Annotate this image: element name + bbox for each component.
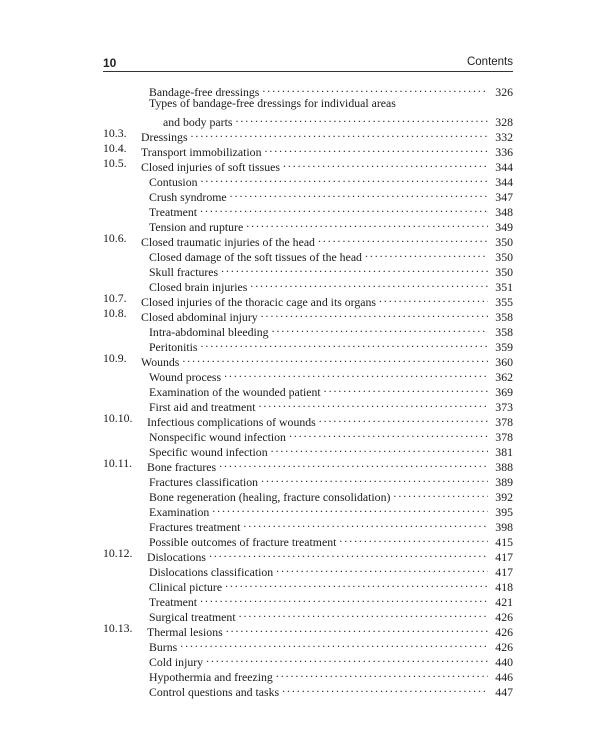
toc-page-number: 349 <box>495 220 513 234</box>
toc-section-number: 10.8. <box>103 306 127 320</box>
toc-entry <box>103 531 513 549</box>
toc-entry-title-text: Skull fractures <box>149 265 219 279</box>
header-rule <box>103 71 513 72</box>
toc-entry-title-text: Contusion <box>149 175 198 189</box>
dot-leader <box>201 336 488 351</box>
toc-entry-title-text: Closed abdominal injury <box>141 310 258 324</box>
toc-entry-title-text: Dressings <box>141 130 188 144</box>
toc-page-number: 446 <box>495 670 513 684</box>
dot-leader <box>250 276 488 291</box>
toc-entry <box>103 126 513 144</box>
page-header <box>103 54 513 70</box>
dot-leader <box>276 561 488 576</box>
toc-entry <box>103 486 513 504</box>
toc-page-number: 378 <box>495 415 513 429</box>
dot-leader <box>339 531 488 546</box>
toc-page-number: 392 <box>495 490 513 504</box>
toc-page-number: 389 <box>495 475 513 489</box>
toc-entry-title-text: Specific wound infection <box>149 445 268 459</box>
toc-entry-title-text: Intra-abdominal bleeding <box>149 325 269 339</box>
toc-page-number: 417 <box>495 565 513 579</box>
toc-entry-title-text: Closed brain injuries <box>149 280 248 294</box>
dot-leader <box>318 231 488 246</box>
toc-section-number: 10.12. <box>103 546 133 560</box>
toc-entry <box>103 591 513 609</box>
dot-leader <box>209 546 488 561</box>
toc-entry <box>103 291 513 309</box>
toc-page-number: 359 <box>495 340 513 354</box>
dot-leader <box>180 636 488 651</box>
toc-page-number: 358 <box>495 310 513 324</box>
toc-entry <box>103 621 513 639</box>
toc-page-number: 421 <box>495 595 513 609</box>
toc-page-number: 426 <box>495 610 513 624</box>
dot-leader <box>239 606 488 621</box>
toc-section-number: 10.11. <box>103 456 133 470</box>
toc-page-number: 378 <box>495 430 513 444</box>
toc-entry-title-text: Dislocations classification <box>149 565 274 579</box>
toc-page-number: 350 <box>495 265 513 279</box>
toc-entry <box>103 576 513 594</box>
dot-leader <box>379 291 488 306</box>
dot-leader <box>324 381 488 396</box>
page-number: 10 <box>103 56 117 70</box>
toc-entry-title-text: Closed injuries of soft tissues <box>141 160 280 174</box>
dot-leader <box>219 456 488 471</box>
toc-page-number: 395 <box>495 505 513 519</box>
dot-leader <box>282 681 488 696</box>
toc-entry <box>103 81 513 99</box>
toc-entry-title-text: Bandage-free dressings <box>149 85 260 99</box>
toc-entry-title <box>103 685 279 700</box>
toc-entry-title-text: Tension and rupture <box>149 220 244 234</box>
toc-entry <box>103 366 513 384</box>
toc-page-number: 332 <box>495 130 513 144</box>
toc-section-number: 10.4. <box>103 141 127 155</box>
dot-leader <box>261 306 488 321</box>
toc-entry-title-text: Closed injuries of the thoracic cage and its organs <box>141 295 376 309</box>
dot-leader <box>264 141 488 156</box>
toc-page-number: 351 <box>495 280 513 294</box>
toc-entry <box>103 141 513 159</box>
toc-entry-title-text: Bone fractures <box>147 460 217 474</box>
toc-page-number: 398 <box>495 520 513 534</box>
toc-entry <box>103 666 513 684</box>
toc-page-number: 350 <box>495 235 513 249</box>
toc-entry <box>103 261 513 279</box>
toc-page-number: 344 <box>495 175 513 189</box>
toc-entry <box>103 516 513 534</box>
toc-entry <box>103 426 513 444</box>
toc-entry-title-text: Fractures classification <box>149 475 259 489</box>
dot-leader <box>271 441 488 456</box>
toc-section-number: 10.3. <box>103 126 127 140</box>
dot-leader <box>226 621 488 636</box>
toc-entry-title-text: Wound process <box>149 370 222 384</box>
toc-entry-title-text: Thermal lesions <box>147 625 223 639</box>
toc-entry-title-text: Crush syndrome <box>149 190 227 204</box>
toc-page-number: 362 <box>495 370 513 384</box>
toc-page-number: 358 <box>495 325 513 339</box>
toc-entry <box>103 171 513 189</box>
dot-leader <box>230 186 488 201</box>
toc-entry <box>103 216 513 234</box>
toc-entry-title-text: Examination <box>149 505 210 519</box>
dot-leader <box>191 126 488 141</box>
toc-entry <box>103 636 513 654</box>
dot-leader <box>319 411 488 426</box>
toc-page-number: 344 <box>495 160 513 174</box>
toc-page-number: 426 <box>495 625 513 639</box>
toc-section-number: 10.10. <box>103 411 133 425</box>
toc-page-number: 360 <box>495 355 513 369</box>
toc-section-number: 10.6. <box>103 231 127 245</box>
toc-entry-title-text: and body parts <box>163 115 233 129</box>
dot-leader <box>272 321 488 336</box>
toc-entry-title-text: First aid and treatment <box>149 400 256 414</box>
toc-entry-title-text: Burns <box>149 640 178 654</box>
dot-leader <box>283 156 488 171</box>
toc-page-number: 326 <box>495 85 513 99</box>
dot-leader <box>225 576 488 591</box>
toc-entry <box>103 201 513 219</box>
toc-entry <box>103 561 513 579</box>
toc-page-number: 388 <box>495 460 513 474</box>
toc-section-number: 10.7. <box>103 291 127 305</box>
dot-leader <box>224 366 488 381</box>
toc-entry-title-text: Surgical treatment <box>149 610 236 624</box>
dot-leader <box>201 171 488 186</box>
toc-entry-title-text: Nonspecific wound infection <box>149 430 286 444</box>
toc-page-number: 415 <box>495 535 513 549</box>
toc-page-number: 440 <box>495 655 513 669</box>
toc-entry <box>103 276 513 294</box>
toc-page-number: 381 <box>495 445 513 459</box>
toc-page-number: 373 <box>495 400 513 414</box>
toc-entry-title-text: Treatment <box>149 595 198 609</box>
dot-leader <box>200 591 488 606</box>
toc-entry <box>103 411 513 429</box>
toc-entry <box>103 336 513 354</box>
dot-leader <box>212 501 488 516</box>
dot-leader <box>258 396 488 411</box>
toc-page-number: 336 <box>495 145 513 159</box>
toc-entry-title-text: Dislocations <box>147 550 206 564</box>
toc-entry-title-text: Bone regeneration (healing, fracture consolidation) <box>149 490 391 504</box>
dot-leader <box>221 261 488 276</box>
toc-entry-title-text: Infectious complications of wounds <box>147 415 316 429</box>
toc-entry <box>103 396 513 414</box>
toc-entry-title-text: Hypothermia and freezing <box>149 670 273 684</box>
dot-leader <box>289 426 488 441</box>
toc-entry-title-text: Treatment <box>149 205 198 219</box>
toc-page-number: 347 <box>495 190 513 204</box>
toc-entry <box>103 321 513 339</box>
toc-entry <box>103 546 513 564</box>
dot-leader <box>246 216 488 231</box>
toc-entry-title-text: Examination of the wounded patient <box>149 385 321 399</box>
dot-leader <box>243 516 488 531</box>
toc-entry-title-text: Wounds <box>141 355 180 369</box>
dot-leader <box>200 201 488 216</box>
table-of-contents <box>103 81 513 699</box>
toc-page-number: 418 <box>495 580 513 594</box>
toc-entry <box>103 246 513 264</box>
toc-entry-title-text: Cold injury <box>149 655 204 669</box>
toc-entry-title-text: Transport immobilization <box>141 145 262 159</box>
toc-entry <box>103 111 513 129</box>
dot-leader <box>261 471 488 486</box>
toc-entry <box>103 96 513 111</box>
toc-entry <box>103 231 513 249</box>
toc-entry-title-text: Possible outcomes of fracture treatment <box>149 535 337 549</box>
toc-section-number: 10.9. <box>103 351 127 365</box>
toc-page-number: 447 <box>495 685 513 699</box>
toc-entry <box>103 156 513 174</box>
toc-page-number: 348 <box>495 205 513 219</box>
toc-entry <box>103 681 513 699</box>
toc-page-number: 417 <box>495 550 513 564</box>
dot-leader <box>206 651 488 666</box>
toc-entry-title-text: Fractures treatment <box>149 520 241 534</box>
toc-entry <box>103 306 513 324</box>
dot-leader <box>262 81 488 96</box>
toc-section-number: 10.13. <box>103 621 133 635</box>
toc-entry <box>103 606 513 624</box>
toc-entry <box>103 186 513 204</box>
toc-section-number: 10.5. <box>103 156 127 170</box>
toc-entry <box>103 381 513 399</box>
toc-entry-title-text: Peritonitis <box>149 340 198 354</box>
toc-entry-title-text: Control questions and tasks <box>149 685 280 699</box>
toc-entry-title-text: Clinical picture <box>149 580 223 594</box>
toc-entry <box>103 456 513 474</box>
dot-leader <box>182 351 488 366</box>
toc-entry-title: Types of bandage-free dressings for individual areas <box>149 96 396 110</box>
toc-page-number: 350 <box>495 250 513 264</box>
dot-leader <box>365 246 488 261</box>
toc-page-number: 369 <box>495 385 513 399</box>
toc-page-number: 355 <box>495 295 513 309</box>
toc-entry <box>103 351 513 369</box>
toc-entry-title-text: Closed damage of the soft tissues of the head <box>149 250 362 264</box>
dot-leader <box>393 486 488 501</box>
dot-leader <box>276 666 488 681</box>
toc-entry <box>103 651 513 669</box>
toc-page-number: 426 <box>495 640 513 654</box>
toc-entry-title-text: Closed traumatic injuries of the head <box>141 235 315 249</box>
running-title: Contents <box>466 56 513 68</box>
dot-leader <box>235 111 488 126</box>
toc-entry <box>103 501 513 519</box>
toc-page-number: 328 <box>495 115 513 129</box>
toc-entry <box>103 471 513 489</box>
toc-entry <box>103 441 513 459</box>
